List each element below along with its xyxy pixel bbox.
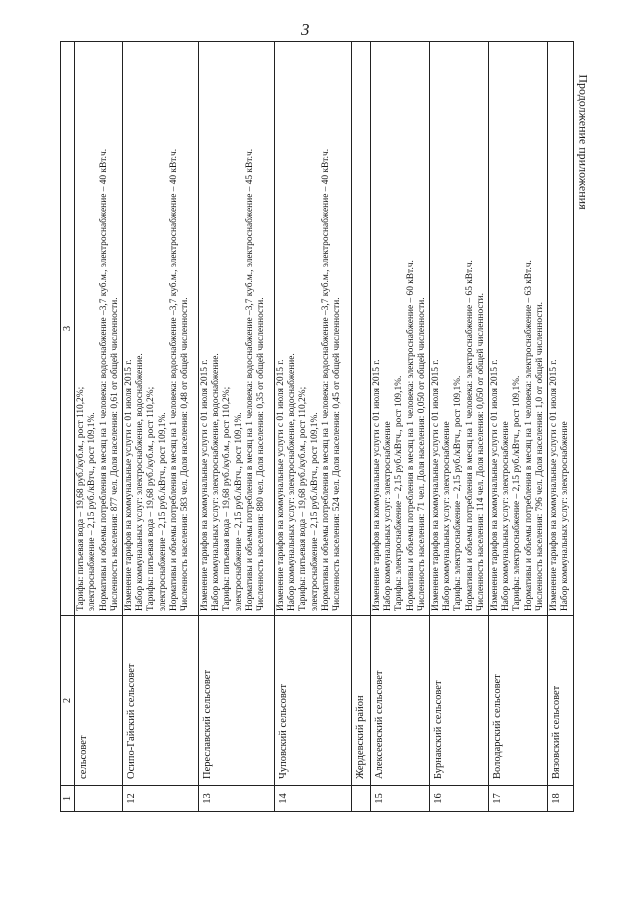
description-line: Численность населения: 796 чел. Доля населения: 1,0 от общей численности. [534, 302, 545, 611]
settlement-name: Алексеевский сельсовет [371, 616, 430, 786]
description-line: Численность населения: 877 чел. Доля населения: 0,61 от общей численности. [109, 297, 120, 611]
description-line: Набор коммунальных услуг: электроснабжение [501, 421, 512, 611]
tariff-description [430, 42, 489, 616]
description-line: Численность населения: 583 чел. Доля населения: 0,48 от общей численности. [180, 297, 191, 611]
section-row [352, 42, 371, 812]
row-number [75, 786, 123, 812]
tariff-description [275, 42, 352, 616]
table-row [548, 42, 574, 812]
description-line: Набор коммунальных услуг: электроснабжение, водоснабжение. [211, 353, 222, 611]
column-header-2: 2 [61, 616, 75, 786]
tariff-description [489, 42, 548, 616]
row-number: 17 [489, 786, 548, 812]
table-row [489, 42, 548, 812]
description-line: Тарифы: питьевая вода – 19,68 руб./куб.м., рост 110,2%; [298, 386, 309, 611]
table-row [371, 42, 430, 812]
row-number: 14 [275, 786, 352, 812]
table-row [430, 42, 489, 812]
tariff-description [199, 42, 275, 616]
description-line: Нормативы и объемы потребления в месяц на 1 человека: водоснабжение –3,7 куб.м., электроснабжение – 40 кВт.ч. [98, 148, 109, 611]
description-line: Изменение тарифов на коммунальные услуги с 01 июля 2015 г. [276, 359, 287, 611]
description-line: электроснабжение – 2,15 руб./кВтч., рост 109,1%. [309, 412, 320, 611]
row-number: 13 [199, 786, 275, 812]
description-line: Нормативы и объемы потребления в месяц на 1 человека: электроснабжение – 60 кВт.ч. [405, 260, 416, 611]
description-line: Изменение тарифов на коммунальные услуги с 01 июля 2015 г. [490, 359, 501, 611]
description-line: Численность населения: 114 чел. Доля населения: 0,050 от общей численности. [475, 293, 486, 611]
settlement-name: Бурнакский сельсовет [430, 616, 489, 786]
description-line: Набор коммунальных услуг: электроснабжение [383, 421, 394, 611]
description-line: Тарифы: электроснабжение – 2,15 руб./кВтч., рост 109,1%. [512, 375, 523, 611]
table-row [75, 42, 123, 812]
description-line: Численность населения: 524 чел. Доля населения: 0,45 от общей численности. [332, 297, 343, 611]
description-line: электроснабжение – 2,15 руб./кВтч., рост 109,1%. [157, 412, 168, 611]
description-line: Изменение тарифов на коммунальные услуги с 01 июля 2015 г. [549, 359, 560, 611]
description-line: Набор коммунальных услуг: электроснабжение [442, 421, 453, 611]
description-line: Набор коммунальных услуг: электроснабжение, водоснабжение. [135, 353, 146, 611]
description-line: Тарифы: электроснабжение – 2,15 руб./кВтч., рост 109,1%. [453, 375, 464, 611]
description-line: Тарифы: электроснабжение – 2,15 руб./кВтч., рост 109,1%. [394, 375, 405, 611]
page-number: 3 [301, 20, 310, 39]
column-header-3: 3 [61, 42, 75, 616]
settlement-name: Осипо-Гайский сельсовет [123, 616, 199, 786]
description-line: Численность населения: 71 чел. Доля населения: 0,050 от общей численности. [416, 297, 427, 611]
district-name: Жердевский район [352, 616, 371, 786]
row-number: 12 [123, 786, 199, 812]
tariff-table [60, 41, 574, 812]
settlement-name: сельсовет [75, 616, 123, 786]
tariff-description [352, 42, 371, 616]
tariff-description [123, 42, 199, 616]
description-line: Тарифы: питьевая вода – 19,68 руб./куб.м., рост 110,2%; [146, 386, 157, 611]
description-line: Тарифы: питьевая вода – 19,68 руб./куб.м., рост 110,2%; [222, 386, 233, 611]
table-row [199, 42, 275, 812]
row-number [352, 786, 371, 812]
tariff-description [75, 42, 123, 616]
description-line: Нормативы и объемы потребления в месяц на 1 человека: электроснабжение – 65 кВт.ч. [464, 260, 475, 611]
description-line: Изменение тарифов на коммунальные услуги с 01 июля 2015 г. [200, 359, 211, 611]
continuation-caption-text: Продолжение приложения [576, 74, 591, 210]
column-header-1: 1 [61, 786, 75, 812]
settlement-name: Володарский сельсовет [489, 616, 548, 786]
table-row [123, 42, 199, 812]
tariff-table-body [61, 42, 574, 812]
description-line: Изменение тарифов на коммунальные услуги с 01 июля 2015 г. [372, 359, 383, 611]
description-line: Нормативы и объемы потребления в месяц на 1 человека: электроснабжение – 63 кВт.ч. [523, 260, 534, 611]
tariff-description [548, 42, 574, 616]
rotated-table-sheet [60, 42, 571, 812]
description-line: Изменение тарифов на коммунальные услуги с 01 июля 2015 г. [124, 359, 135, 611]
description-line: Нормативы и объемы потребления в месяц на 1 человека: водоснабжение –3,7 куб.м., электроснабжение – 40 кВт.ч. [168, 148, 179, 611]
row-number: 15 [371, 786, 430, 812]
tariff-description [371, 42, 430, 616]
description-line: Набор коммунальных услуг: электроснабжение, водоснабжение. [287, 353, 298, 611]
row-number: 16 [430, 786, 489, 812]
settlement-name: Чуповский сельсовет [275, 616, 352, 786]
description-line: Набор коммунальных услуг: электроснабжение [560, 421, 571, 611]
settlement-name: Вязовский сельсовет [548, 616, 574, 786]
description-line: электроснабжение – 2,15 руб./кВтч., рост 109,1%. [233, 412, 244, 611]
column-header-row [61, 42, 75, 812]
description-line: Изменение тарифов на коммунальные услуги с 01 июля 2015 г. [431, 359, 442, 611]
description-line: Численность населения: 880 чел. Доля населения: 0,35 от общей численности. [256, 297, 267, 611]
settlement-name: Переславский сельсовет [199, 616, 275, 786]
description-line: Тарифы: питьевая вода – 19,68 руб./куб.м., рост 110,2%; [76, 386, 87, 611]
row-number: 18 [548, 786, 574, 812]
table-row [275, 42, 352, 812]
description-line: Нормативы и объемы потребления в месяц на 1 человека: водоснабжение –3,7 куб.м., электроснабжение – 45 кВт.ч. [244, 148, 255, 611]
description-line: Нормативы и объемы потребления в месяц на 1 человека: водоснабжение –3,7 куб.м., электроснабжение – 40 кВт.ч. [320, 148, 331, 611]
continuation-caption [574, 62, 592, 222]
description-line: электроснабжение – 2,15 руб./кВтч., рост 109,1%. [87, 412, 98, 611]
